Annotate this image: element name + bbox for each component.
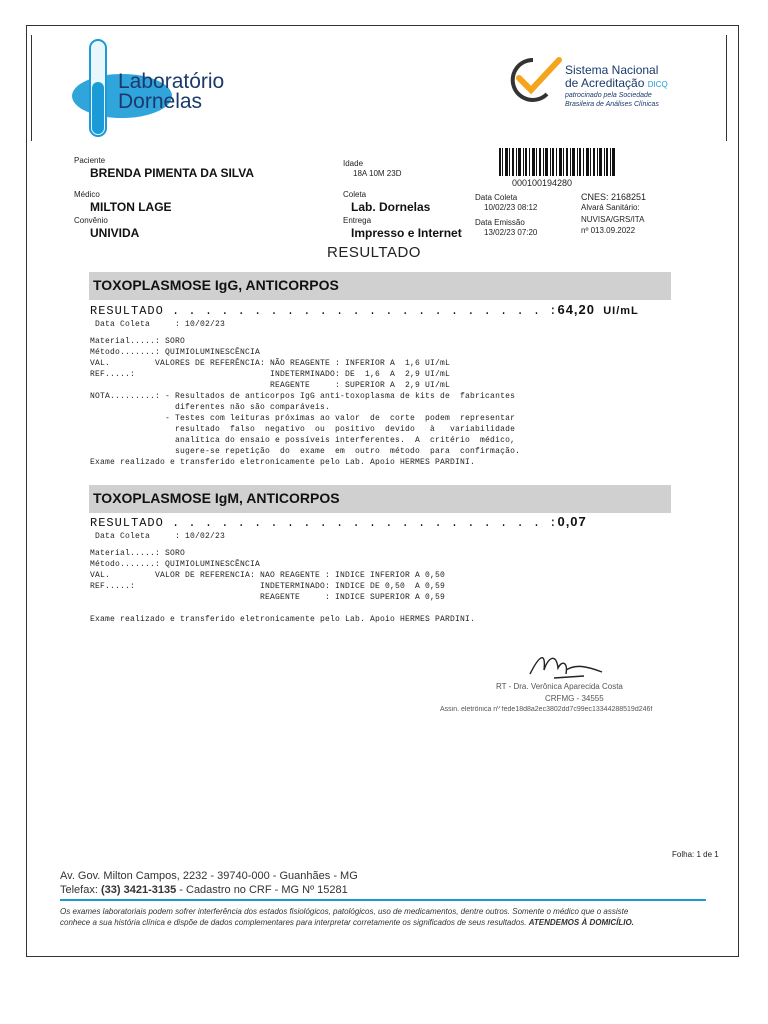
exam1-line: analítica do ensaio e possíveis interferentes. A critério médico,: [90, 436, 516, 445]
data-coleta-value: 10/02/23 08:12: [484, 203, 538, 212]
checkmark-seal-icon: [503, 54, 563, 104]
header-corner-right: [726, 35, 727, 141]
signature-assin: Assin. eletrônica nº fede18d8a2ec3802dd7c99ec13344288519d246f: [440, 706, 653, 713]
lab-logo: [70, 38, 250, 142]
exam2-result-label: RESULTADO . . . . . . . . . . . . . . . . . . . . . . . :: [90, 516, 558, 530]
exam2-line: Método.......: QUIMIOLUMINESCÊNCIA: [90, 560, 261, 569]
exam2-line: REF.....: INDETERMINADO: INDICE DE 0,50 A 0,59: [90, 582, 446, 591]
folha-label: Folha: 1 de 1: [672, 850, 719, 859]
header-corner-left: [31, 35, 32, 141]
exam1-line: - Testes com leituras próximas ao valor de corte podem representar: [90, 414, 516, 423]
exam2-result-value: 0,07: [557, 514, 587, 529]
footer-note-line2: conhece a sua história clínica e dispõe de dados complementares para interpretar corretamente os significados de seus resultados.: [60, 918, 527, 927]
resultado-title: RESULTADO: [327, 244, 421, 261]
accred-line2: de Acreditação: [565, 76, 645, 90]
footer-tel-value: (33) 3421-3135: [100, 884, 177, 896]
exam1-line: diferentes não são comparáveis.: [90, 403, 331, 412]
exam2-title: TOXOPLASMOSE IgM, ANTICORPOS: [93, 490, 340, 506]
signature-icon: [526, 648, 606, 684]
barcode-number: 000100194280: [512, 178, 573, 188]
barcode-icon: [499, 148, 615, 176]
exam1-line: Método.......: QUIMIOLUMINESCÊNCIA: [90, 348, 261, 357]
alvara-line1: NUVISA/GRS/ITA: [581, 215, 645, 224]
data-emissao-label: Data Emissão: [475, 218, 525, 227]
accreditation-text: [565, 64, 668, 109]
footer-tel-label: Telefax:: [60, 884, 98, 896]
exam1-line: sugere-se repetição do exame em outro método para confirmação.: [90, 447, 521, 456]
footer-note: [60, 906, 710, 928]
exam1-line: NOTA.........: - Resultados de anticorpos IgG anti-toxoplasma de kits de fabricantes: [90, 392, 516, 401]
entrega-value: Impresso e Internet: [351, 226, 462, 240]
signature-rt: RT - Dra. Verônica Aparecida Costa: [496, 682, 623, 691]
footer-address: Av. Gov. Milton Campos, 2232 - 39740-000 - Guanhães - MG: [60, 870, 358, 882]
footer-note-bold: ATENDEMOS À DOMICÍLIO.: [528, 918, 634, 927]
exam2-details: [90, 548, 475, 625]
accred-line4: Brasileira de Análises Clínicas: [565, 101, 659, 108]
paciente-label: Paciente: [74, 156, 106, 165]
exam1-line: resultado falso negativo ou positivo devido à variabilidade: [90, 425, 516, 434]
exam2-line: REAGENTE : INDICE SUPERIOR A 0,59: [90, 593, 446, 602]
exam2-result-line: [90, 514, 587, 530]
footer-divider: [60, 899, 706, 901]
accred-line1: Sistema Nacional: [565, 63, 659, 77]
exam1-line: REAGENTE : SUPERIOR A 2,9 UI/mL: [90, 381, 451, 390]
exam1-result-line: [90, 302, 639, 318]
accreditation-logo: [503, 52, 703, 122]
exam1-band: [89, 272, 671, 300]
signature-crf: CRFMG - 34555: [545, 694, 604, 703]
medico-label: Médico: [74, 190, 100, 199]
lab-name: [118, 72, 224, 112]
convenio-value: UNIVIDA: [90, 226, 140, 240]
exam1-line: REF.....: INDETERMINADO: DE 1,6 A 2,9 UI/mL: [90, 370, 451, 379]
footer-cadastro: - Cadastro no CRF - MG Nº 15281: [179, 884, 348, 896]
cnes: CNES: 2168251: [581, 192, 647, 202]
alvara-label: Alvará Sanitário:: [581, 203, 640, 212]
lab-name-line2: Dornelas: [118, 90, 203, 113]
paciente-value: BRENDA PIMENTA DA SILVA: [90, 166, 254, 180]
exam2-line: [90, 603, 475, 614]
exam1-result-unit: UI/mL: [603, 305, 639, 317]
exam2-data-coleta: Data Coleta : 10/02/23: [95, 532, 226, 541]
lab-name-line1: Laboratório: [118, 70, 225, 93]
idade-label: Idade: [343, 159, 364, 168]
alvara-line2: nº 013.09.2022: [581, 226, 636, 235]
exam1-details: [90, 336, 520, 468]
footer-note-line1: Os exames laboratoriais podem sofrer interferência dos estados fisiológicos, patológicos, uso de medicamentos, dentre outros. Somente o médico que o assiste: [60, 907, 629, 916]
exam1-title: TOXOPLASMOSE IgG, ANTICORPOS: [93, 277, 339, 293]
exam2-band: [89, 485, 671, 513]
entrega-label: Entrega: [343, 216, 372, 225]
exam1-line: VAL. VALORES DE REFERÊNCIA: NÃO REAGENTE : INFERIOR A 1,6 UI/mL: [90, 359, 451, 368]
coleta-value: Lab. Dornelas: [351, 200, 431, 214]
footer-phone: [60, 884, 348, 896]
convenio-label: Convênio: [74, 216, 108, 225]
idade-value: 18A 10M 23D: [353, 169, 402, 178]
exam1-result-value: 64,20: [557, 302, 596, 317]
accred-line3: patrocinado pela Sociedade: [565, 92, 652, 99]
barcode: [499, 148, 615, 176]
accred-dicq: DICQ: [647, 80, 668, 89]
data-emissao-value: 13/02/23 07:20: [484, 228, 538, 237]
exam2-line: Exame realizado e transferido eletronicamente pelo Lab. Apoio HERMES PARDINI.: [90, 615, 476, 624]
exam1-line: Material.....: SORO: [90, 337, 186, 346]
coleta-label: Coleta: [343, 190, 367, 199]
exam1-result-label: RESULTADO . . . . . . . . . . . . . . . . . . . . . . . :: [90, 304, 558, 318]
exam1-data-coleta: Data Coleta : 10/02/23: [95, 320, 226, 329]
data-coleta-label: Data Coleta: [475, 193, 518, 202]
exam2-line: VAL. VALOR DE REFERENCIA: NAO REAGENTE : INDICE INFERIOR A 0,50: [90, 571, 446, 580]
exam1-line: Exame realizado e transferido eletronicamente pelo Lab. Apoio HERMES PARDINI.: [90, 458, 476, 467]
exam2-line: Material.....: SORO: [90, 549, 186, 558]
medico-value: MILTON LAGE: [90, 200, 172, 214]
